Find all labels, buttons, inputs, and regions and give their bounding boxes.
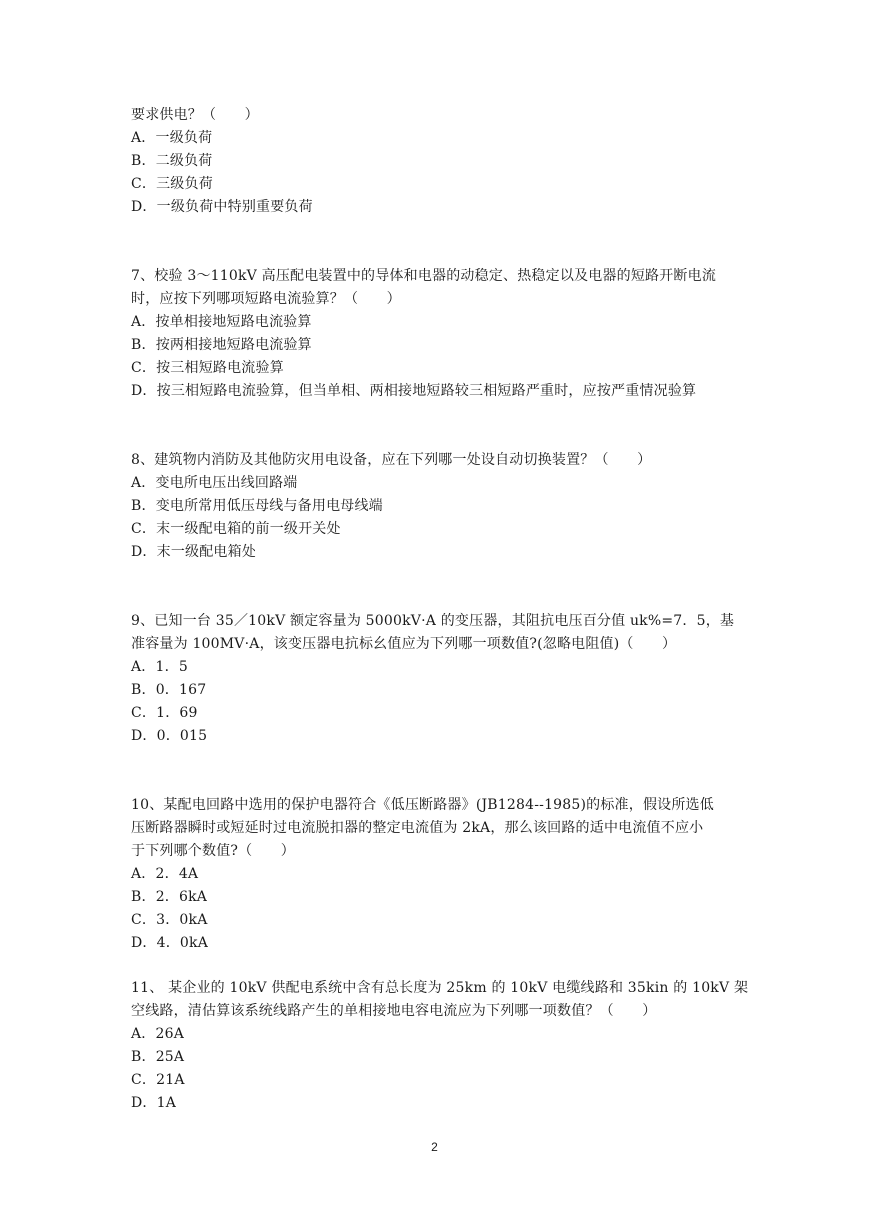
option-c: C．按三相短路电流验算 (131, 360, 284, 376)
spacer (131, 748, 741, 794)
question-7 (131, 265, 741, 403)
page-content (131, 104, 749, 1115)
option-d: D．0．015 (131, 728, 208, 744)
spacer (131, 219, 741, 265)
question-6-continuation (131, 104, 741, 219)
question-stem-line: 于下列哪个数值?（ ） (131, 843, 295, 859)
option-a: A．一级负荷 (131, 130, 213, 146)
question-stem-line: 8、建筑物内消防及其他防灾用电设备，应在下列哪一处设自动切换装置？（ ） (131, 452, 652, 468)
page-number: 2 (431, 1140, 438, 1154)
question-8 (131, 449, 741, 564)
option-b: B．按两相接地短路电流验算 (131, 337, 312, 353)
question-stem-line: 9、已知一台 35／10kV 额定容量为 5000kV·A 的变压器，其阻抗电压百分值 uk%=7．5，基 (131, 613, 735, 629)
spacer (131, 403, 741, 449)
question-11 (131, 977, 749, 1115)
option-c: C．21A (131, 1072, 185, 1088)
option-c: C．末一级配电箱的前一级开关处 (131, 521, 341, 537)
option-a: A．1．5 (131, 659, 188, 675)
question-stem-line: 压断路器瞬时或短延时过电流脱扣器的整定电流值为 2kA，那么该回路的适中电流值不应小 (131, 820, 704, 836)
spacer (131, 564, 741, 610)
option-a: A．26A (131, 1026, 185, 1042)
option-d: D．4．0kA (131, 935, 209, 951)
question-stem-line: 空线路，清估算该系统线路产生的单相接地电容电流应为下列哪一项数值？（ ） (131, 1003, 657, 1019)
option-c: C．3．0kA (131, 912, 208, 928)
question-10 (131, 794, 741, 955)
option-b: B．变电所常用低压母线与备用电母线端 (131, 498, 383, 514)
question-stem-line: 准容量为 100MV·A，该变压器电抗标幺值应为下列哪一项数值?(忽略电阻值)（ ） (131, 636, 677, 652)
option-d: D．一级负荷中特别重要负荷 (131, 199, 313, 215)
question-stem: 要求供电？（ ） (131, 107, 259, 123)
question-9 (131, 610, 741, 748)
option-d: D．末一级配电箱处 (131, 544, 257, 560)
option-a: A．2．4A (131, 866, 199, 882)
option-d: D．1A (131, 1095, 177, 1111)
question-stem-line: 时，应按下列哪项短路电流验算？（ ） (131, 291, 401, 307)
question-stem-line: 10、某配电回路中选用的保护电器符合《低压断路器》(JB1284--1985)的标准，假设所选低 (131, 797, 714, 813)
option-b: B．0．167 (131, 682, 207, 698)
spacer (131, 955, 741, 977)
question-stem-line: 7、校验 3～110kV 高压配电装置中的导体和电器的动稳定、热稳定以及电器的短路开断电流 (131, 268, 717, 284)
option-b: B．25A (131, 1049, 185, 1065)
option-c: C．三级负荷 (131, 176, 213, 192)
option-c: C．1．69 (131, 705, 198, 721)
option-a: A．按单相接地短路电流验算 (131, 314, 312, 330)
option-a: A．变电所电压出线回路端 (131, 475, 298, 491)
option-b: B．2．6kA (131, 889, 208, 905)
question-stem-line: 11、 某企业的 10kV 供配电系统中含有总长度为 25km 的 10kV 电缆线路和 35kin 的 10kV 架 (131, 980, 749, 996)
option-b: B．二级负荷 (131, 153, 213, 169)
option-d: D．按三相短路电流验算，但当单相、两相接地短路较三相短路严重时，应按严重情况验算 (131, 383, 697, 399)
